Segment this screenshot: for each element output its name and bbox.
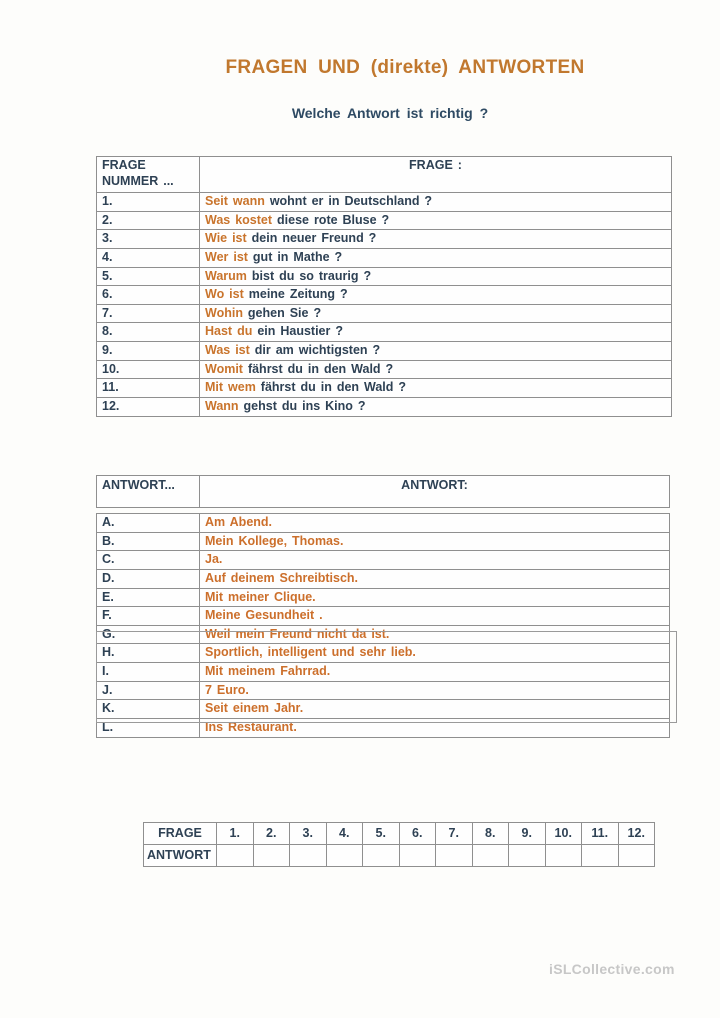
grid-number: 12. xyxy=(618,823,655,845)
question-row xyxy=(97,193,672,212)
question-text xyxy=(200,360,672,379)
answer-row xyxy=(97,569,670,588)
grid-answer-cell xyxy=(217,845,254,867)
grid-number: 2. xyxy=(253,823,290,845)
page-subtitle: Welche Antwort ist richtig ? xyxy=(291,105,489,121)
question-word: Wer ist xyxy=(205,249,248,264)
question-text xyxy=(200,304,672,323)
answer-text: Ja. xyxy=(200,551,670,570)
answer-row xyxy=(97,588,670,607)
answer-row xyxy=(97,514,670,533)
answer-letter-header: ANTWORT... xyxy=(97,476,200,507)
question-text xyxy=(200,248,672,267)
answer-text: Seit einem Jahr. xyxy=(200,700,670,719)
question-rest: ein Haustier ? xyxy=(252,324,343,339)
question-text xyxy=(200,230,672,249)
page-title: FRAGEN UND (direkte) ANTWORTEN xyxy=(225,57,585,78)
answer-row xyxy=(97,663,670,682)
question-text xyxy=(200,267,672,286)
answer-text: 7 Euro. xyxy=(200,681,670,700)
question-word: Wohin xyxy=(205,305,243,320)
question-text xyxy=(200,323,672,342)
question-text xyxy=(200,379,672,398)
answer-letter: E. xyxy=(97,588,200,607)
question-rest: diese rote Bluse ? xyxy=(272,212,390,227)
answer-text: Auf deinem Schreibtisch. xyxy=(200,569,670,588)
answer-text: Mit meinem Fahrrad. xyxy=(200,663,670,682)
grid-answer-cell xyxy=(326,845,363,867)
grid-answer-cell xyxy=(253,845,290,867)
answer-row xyxy=(97,607,670,626)
answer-letter: L. xyxy=(97,718,200,737)
answer-row xyxy=(97,532,670,551)
question-number: 11. xyxy=(97,379,200,398)
answer-grid-table xyxy=(143,822,655,867)
question-row xyxy=(97,267,672,286)
question-text xyxy=(200,342,672,361)
grid-answer-cell xyxy=(290,845,327,867)
answer-row xyxy=(97,718,670,737)
grid-number: 8. xyxy=(472,823,509,845)
grid-number: 4. xyxy=(326,823,363,845)
answer-text: Am Abend. xyxy=(200,514,670,533)
grid-number: 1. xyxy=(217,823,254,845)
question-row xyxy=(97,286,672,305)
question-rest: dein neuer Freund ? xyxy=(246,231,377,246)
answer-header: ANTWORT: xyxy=(401,478,468,492)
question-number: 7. xyxy=(97,304,200,323)
question-row xyxy=(97,248,672,267)
answer-table-header xyxy=(96,475,670,508)
grid-antwort-row xyxy=(144,845,655,867)
grid-number: 9. xyxy=(509,823,546,845)
question-text xyxy=(200,193,672,212)
question-word: Hast du xyxy=(205,324,253,339)
answer-letter: B. xyxy=(97,532,200,551)
question-row xyxy=(97,360,672,379)
answer-text: Mit meiner Clique. xyxy=(200,588,670,607)
question-rest: fährst du in den Wald ? xyxy=(242,361,394,376)
grid-answer-cell xyxy=(582,845,619,867)
question-text xyxy=(200,397,672,416)
grid-answer-cell xyxy=(472,845,509,867)
question-word: Womit xyxy=(205,361,243,376)
question-word: Warum xyxy=(205,268,247,283)
grid-answer-cell xyxy=(509,845,546,867)
question-number: 4. xyxy=(97,248,200,267)
question-number: 5. xyxy=(97,267,200,286)
question-rest: gehen Sie ? xyxy=(242,305,322,320)
watermark: iSLCollective.com xyxy=(549,961,675,977)
answer-letter: K. xyxy=(97,700,200,719)
answer-letter: H. xyxy=(97,644,200,663)
question-rest: bist du so traurig ? xyxy=(246,268,372,283)
question-rest: fährst du in den Wald ? xyxy=(255,380,407,395)
grid-answer-cell xyxy=(436,845,473,867)
question-number: 1. xyxy=(97,193,200,212)
question-number: 12. xyxy=(97,397,200,416)
grid-antwort-label: ANTWORT xyxy=(144,845,217,867)
question-number: 8. xyxy=(97,323,200,342)
answer-letter: A. xyxy=(97,514,200,533)
question-row xyxy=(97,211,672,230)
question-text xyxy=(200,286,672,305)
question-row xyxy=(97,379,672,398)
question-number: 9. xyxy=(97,342,200,361)
question-row xyxy=(97,397,672,416)
question-row xyxy=(97,323,672,342)
question-word: Was kostet xyxy=(205,212,273,227)
answer-letter: I. xyxy=(97,663,200,682)
grid-frage-label: FRAGE xyxy=(144,823,217,845)
question-row xyxy=(97,342,672,361)
answer-letter: F. xyxy=(97,607,200,626)
question-rest: meine Zeitung ? xyxy=(243,287,348,302)
answer-letter: J. xyxy=(97,681,200,700)
question-number: 2. xyxy=(97,211,200,230)
question-row xyxy=(97,230,672,249)
answer-row xyxy=(97,700,670,719)
question-number-header xyxy=(97,157,200,193)
question-table xyxy=(96,156,672,417)
answer-text: Sportlich, intelligent und sehr lieb. xyxy=(200,644,670,663)
question-word: Was ist xyxy=(205,343,250,357)
answer-letter: G. xyxy=(97,625,200,644)
question-text xyxy=(200,211,672,230)
question-word: Seit wann xyxy=(205,194,265,208)
question-table-header-row xyxy=(97,157,672,193)
answer-letter: C. xyxy=(97,551,200,570)
question-word: Mit wem xyxy=(205,380,256,395)
answer-table xyxy=(96,513,670,738)
answer-text: Mein Kollege, Thomas. xyxy=(200,532,670,551)
answer-text: Meine Gesundheit . xyxy=(200,607,670,626)
answer-row xyxy=(97,681,670,700)
question-number-header-line1: FRAGE xyxy=(102,158,146,172)
answer-row xyxy=(97,551,670,570)
question-rest: dir am wichtigsten ? xyxy=(249,343,381,357)
question-number-header-line2: NUMMER ... xyxy=(102,173,174,188)
grid-number: 3. xyxy=(290,823,327,845)
question-row xyxy=(97,304,672,323)
grid-answer-cell xyxy=(545,845,582,867)
answer-text: Weil mein Freund nicht da ist. xyxy=(200,625,670,644)
question-rest: wohnt er in Deutschland ? xyxy=(264,194,433,208)
grid-number: 10. xyxy=(545,823,582,845)
question-rest: gut in Mathe ? xyxy=(247,249,343,264)
question-word: Wann xyxy=(205,398,239,413)
answer-row xyxy=(97,644,670,663)
grid-answer-cell xyxy=(399,845,436,867)
question-header: FRAGE : xyxy=(200,157,672,193)
grid-frage-row xyxy=(144,823,655,845)
question-word: Wo ist xyxy=(205,287,244,302)
grid-answer-cell xyxy=(363,845,400,867)
question-number: 6. xyxy=(97,286,200,305)
answer-letter: D. xyxy=(97,569,200,588)
question-number: 3. xyxy=(97,230,200,249)
question-word: Wie ist xyxy=(205,231,247,246)
grid-answer-cell xyxy=(618,845,655,867)
grid-number: 11. xyxy=(582,823,619,845)
question-rest: gehst du ins Kino ? xyxy=(238,398,366,413)
grid-number: 6. xyxy=(399,823,436,845)
grid-number: 7. xyxy=(436,823,473,845)
question-number: 10. xyxy=(97,360,200,379)
answer-text: Ins Restaurant. xyxy=(200,718,670,737)
grid-number: 5. xyxy=(363,823,400,845)
answer-row xyxy=(97,625,670,644)
